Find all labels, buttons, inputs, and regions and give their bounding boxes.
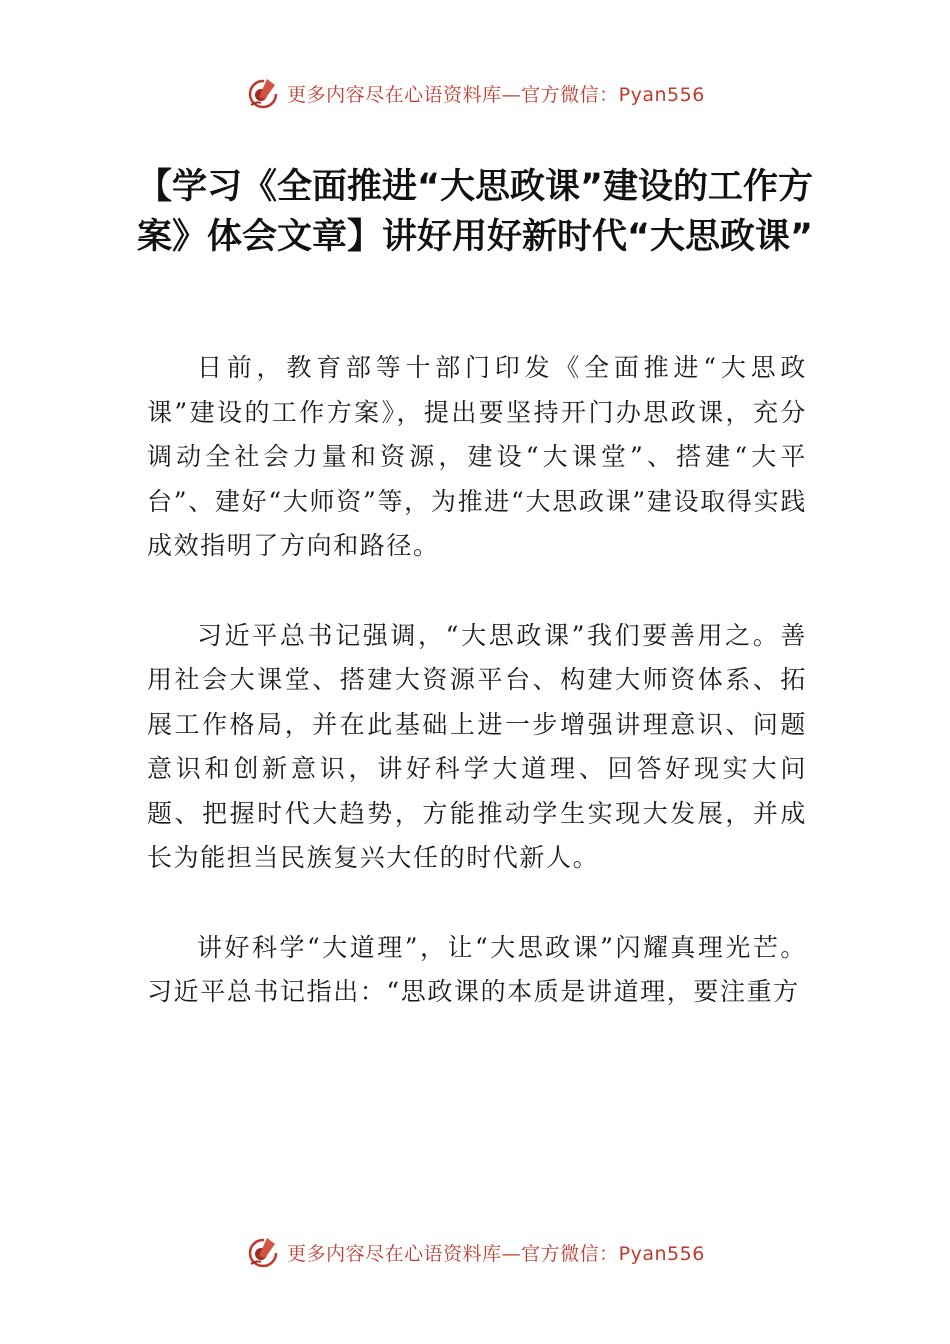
ink-brush-logo-icon (245, 75, 281, 111)
header-banner (0, 73, 950, 113)
document-body (147, 346, 807, 1060)
header-wechat-id: Pyan556 (618, 83, 705, 106)
paragraph-1: 日前，教育部等十部门印发《全面推进“大思政课”建设的工作方案》，提出要坚持开门办思政课，充分调动全社会力量和资源，建设“大课堂”、搭建“大平台”、建好“大师资”等，为推进“大思政课”建设取得实践成效指明了方向和路径。 (147, 353, 807, 560)
header-banner-text: 更多内容尽在心语资料库—官方微信：Pyan556 (287, 83, 705, 106)
document-title: 【学习《全面推进“大思政课”建设的工作方案》体会文章】讲好用好新时代“大思政课” (136, 167, 813, 257)
paragraph-2: 习近平总书记强调，“大思政课”我们要善用之。善用社会大课堂、搭建大资源平台、构建大师资体系、拓展工作格局，并在此基础上进一步增强讲理意识、问题意识和创新意识，讲好科学大道理、回答好现实大问题、把握时代大趋势，方能推动学生实现大发展，并成长为能担当民族复兴大任的时代新人。 (147, 620, 807, 872)
footer-banner (0, 1232, 950, 1272)
footer-wechat-id: Pyan556 (618, 1242, 705, 1265)
ink-brush-logo-icon (245, 1234, 281, 1270)
footer-banner-text: 更多内容尽在心语资料库—官方微信：Pyan556 (287, 1242, 705, 1265)
paragraph-3: 讲好科学“大道理”，让“大思政课”闪耀真理光芒。习近平总书记指出：“思政课的本质是讲道理，要注重方 (147, 932, 807, 1006)
